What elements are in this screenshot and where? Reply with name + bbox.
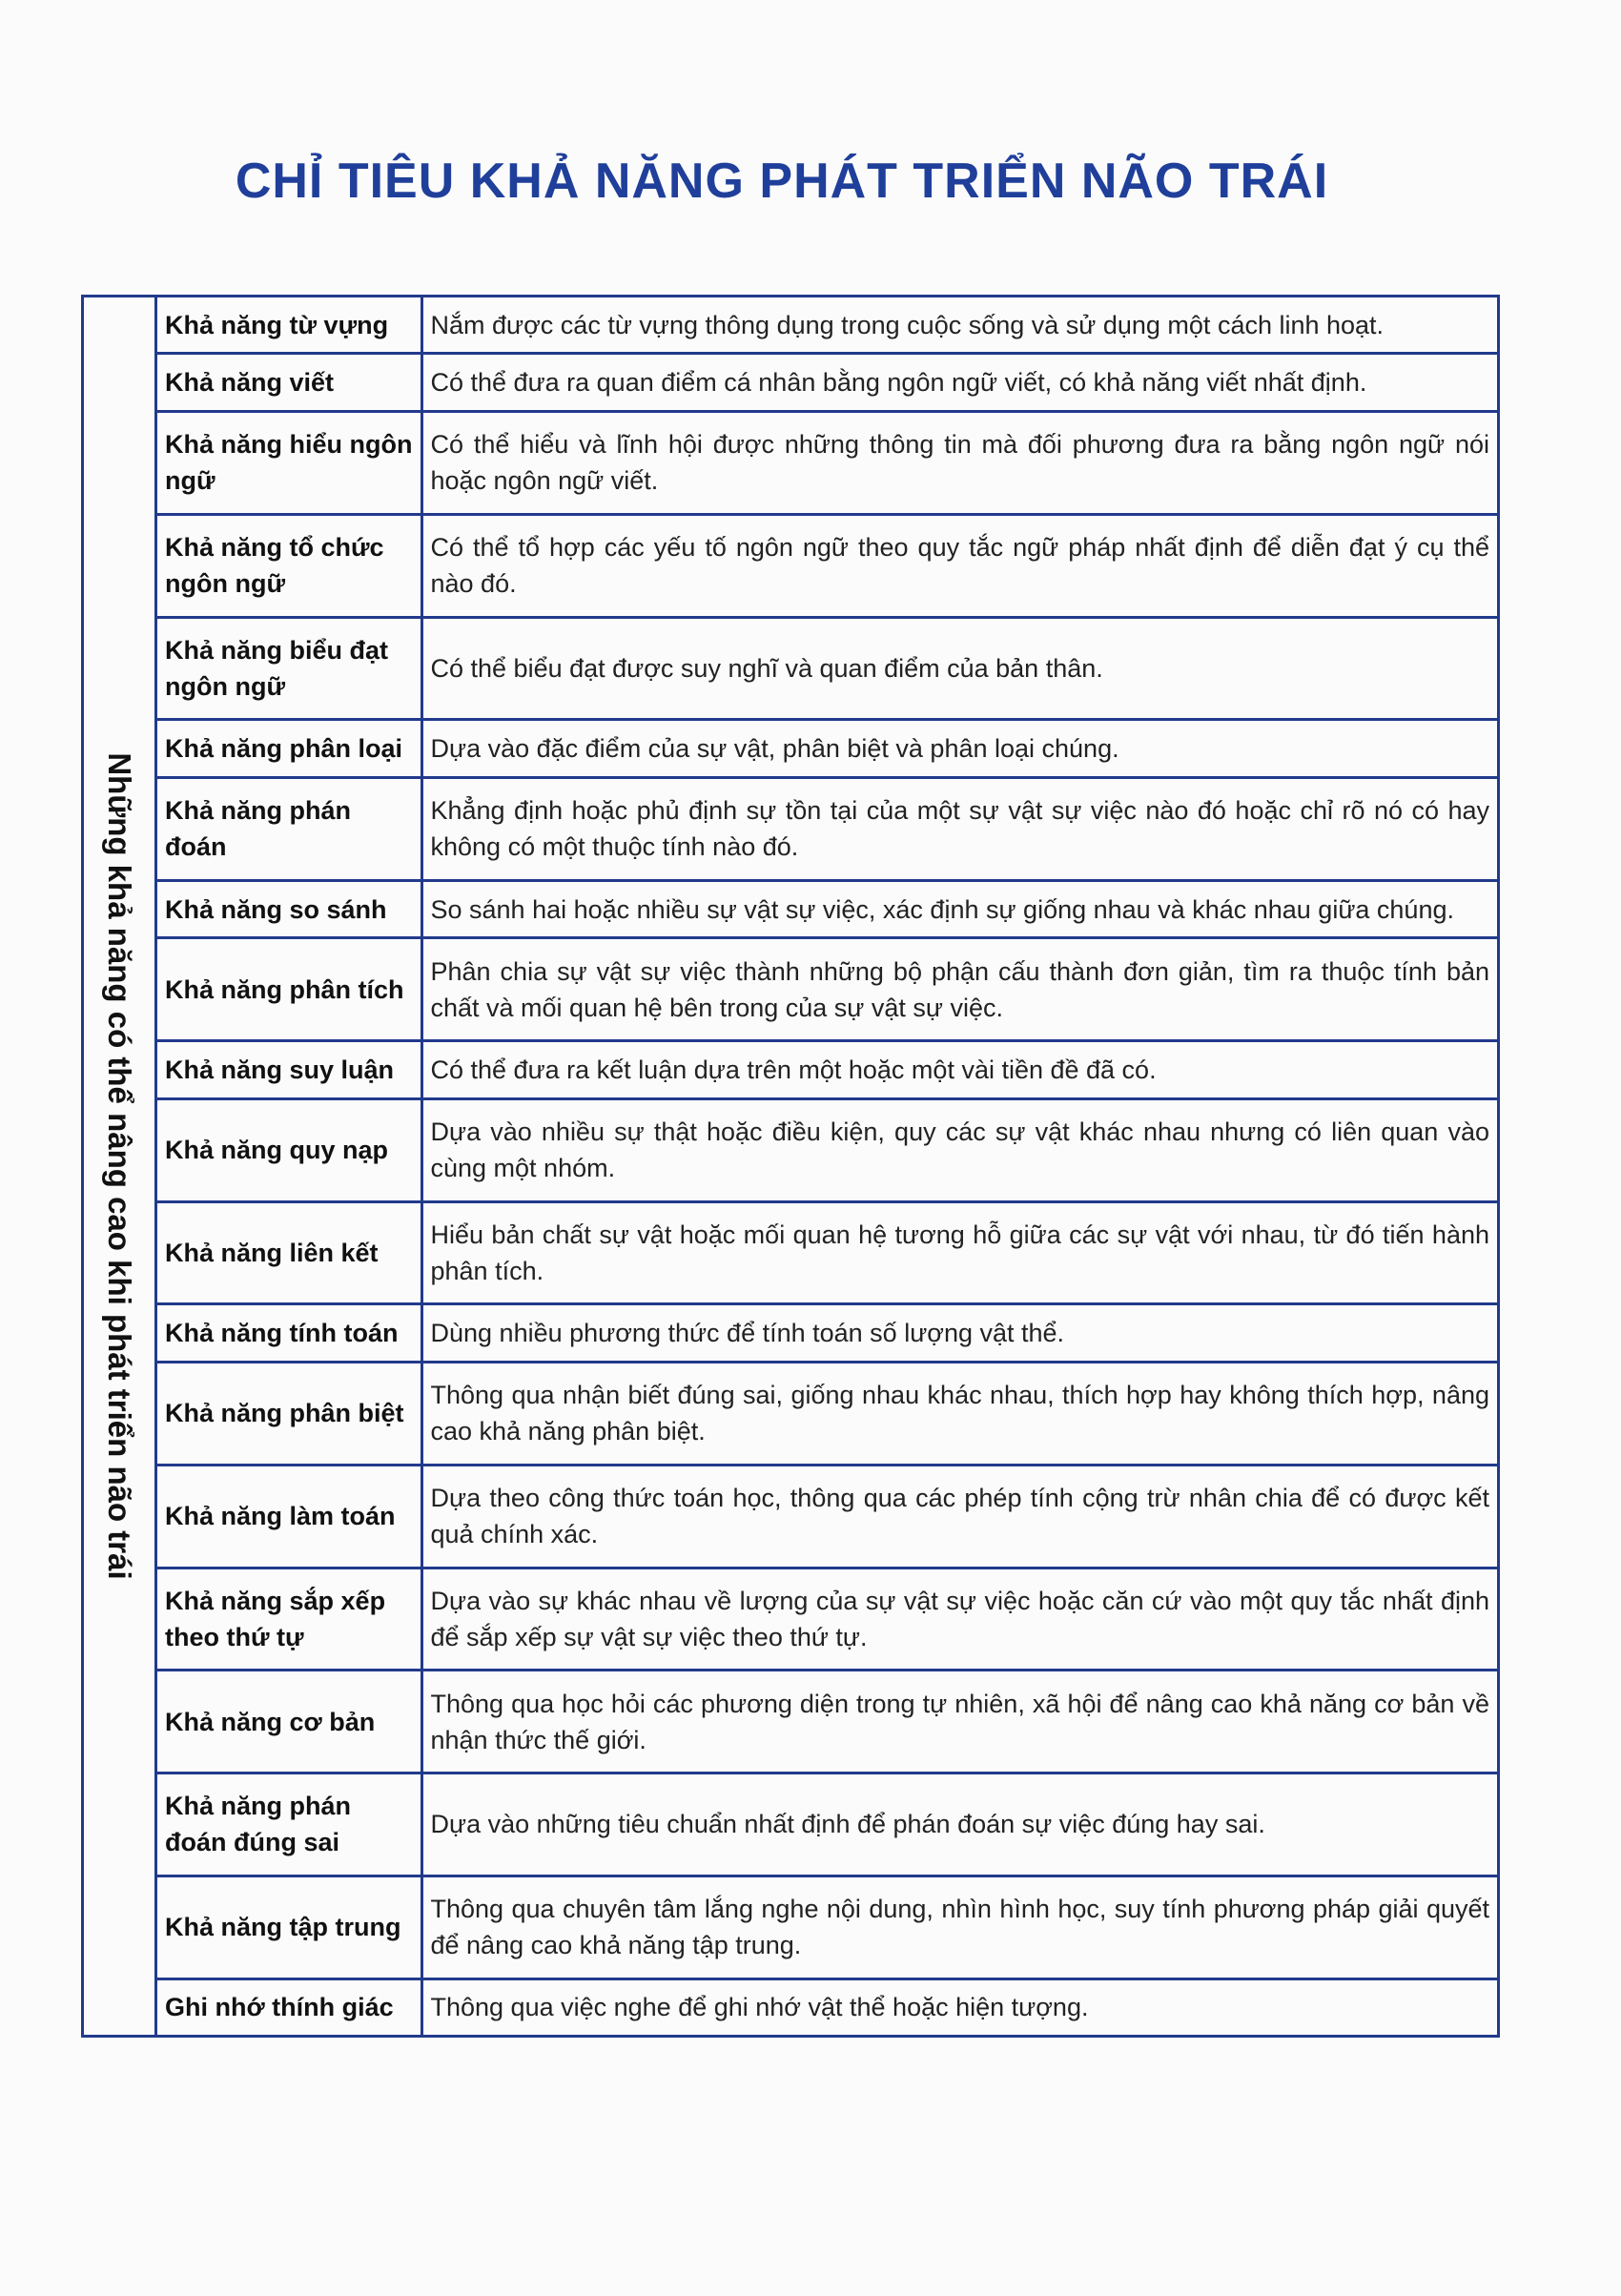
skill-description: Phân chia sự vật sự việc thành những bộ phận cấu thành đơn giản, tìm ra thuộc tính bản chất và mối quan hệ bên trong của sự vật sự việc. — [421, 938, 1497, 1041]
skill-name: Khả năng quy nạp — [157, 1098, 421, 1201]
table-row — [157, 1876, 1497, 1978]
ability-table-body — [157, 297, 1497, 2035]
table-row — [157, 777, 1497, 880]
skill-description: Dựa vào nhiều sự thật hoặc điều kiện, quy các sự vật khác nhau nhưng có liên quan vào cùng một nhóm. — [421, 1098, 1497, 1201]
skill-name: Khả năng tập trung — [157, 1876, 421, 1978]
skill-description: Có thể hiểu và lĩnh hội được những thông tin mà đối phương đưa ra bằng ngôn ngữ nói hoặc ngôn ngữ viết. — [421, 412, 1497, 515]
skill-description: Thông qua việc nghe để ghi nhớ vật thể hoặc hiện tượng. — [430, 1993, 1089, 2022]
table-row — [157, 1201, 1497, 1304]
table-row — [157, 617, 1497, 720]
skill-name: Khả năng phán đoán — [157, 777, 421, 880]
table-row — [157, 1041, 1497, 1099]
table-row — [157, 1363, 1497, 1466]
table-row — [157, 1978, 1497, 2035]
side-label-cell — [84, 297, 157, 2035]
skill-description: Dùng nhiều phương thức để tính toán số lượng vật thể. — [421, 1304, 1497, 1363]
table-row — [157, 297, 1497, 354]
skill-description: Thông qua học hỏi các phương diện trong tự nhiên, xã hội để nâng cao khả năng cơ bản về nhận thức thế giới. — [421, 1671, 1497, 1773]
skill-description: Dựa theo công thức toán học, thông qua các phép tính cộng trừ nhân chia để có được kết quả chính xác. — [421, 1465, 1497, 1568]
side-label: Những khả năng có thể nâng cao khi phát triển não trái — [102, 752, 137, 1580]
ability-table-frame — [81, 295, 1500, 2038]
skill-name: Khả năng sắp xếp theo thứ tự — [157, 1568, 421, 1671]
skill-name: Khả năng phân biệt — [157, 1363, 421, 1466]
skill-description: Hiểu bản chất sự vật hoặc mối quan hệ tương hỗ giữa các sự vật với nhau, từ đó tiến hành phân tích. — [421, 1201, 1497, 1304]
skill-name: Khả năng liên kết — [157, 1201, 421, 1304]
skill-name: Khả năng phân loại — [157, 720, 421, 778]
skill-description: Khẳng định hoặc phủ định sự tồn tại của một sự vật sự việc nào đó hoặc chỉ rõ nó có hay không có một thuộc tính nào đó. — [421, 777, 1497, 880]
table-row — [157, 1671, 1497, 1773]
skill-description: Có thể đưa ra kết luận dựa trên một hoặc một vài tiền đề đã có. — [421, 1041, 1497, 1099]
skill-description: Dựa vào những tiêu chuẩn nhất định để phán đoán sự việc đúng hay sai. — [421, 1773, 1497, 1876]
skill-name: Khả năng cơ bản — [157, 1671, 421, 1773]
skill-name: Khả năng phân tích — [157, 938, 421, 1041]
table-row — [157, 1773, 1497, 1876]
table-row — [157, 1098, 1497, 1201]
skill-description: Có thể đưa ra quan điểm cá nhân bằng ngôn ngữ viết, có khả năng viết nhất định. — [421, 354, 1497, 412]
table-row — [157, 412, 1497, 515]
table-row — [157, 720, 1497, 778]
skill-name: Khả năng làm toán — [157, 1465, 421, 1568]
table-row — [157, 880, 1497, 938]
table-row — [157, 1465, 1497, 1568]
skill-description: Thông qua chuyên tâm lắng nghe nội dung, nhìn hình học, suy tính phương pháp giải quyết để nâng cao khả năng tập trung. — [421, 1876, 1497, 1978]
skill-name: Khả năng hiểu ngôn ngữ — [157, 412, 421, 515]
skill-description: Có thể biểu đạt được suy nghĩ và quan điểm của bản thân. — [421, 617, 1497, 720]
skill-name: Khả năng phán đoán đúng sai — [157, 1773, 421, 1876]
skill-name: Khả năng so sánh — [157, 880, 421, 938]
skill-name: Khả năng suy luận — [157, 1041, 421, 1099]
skill-name: Khả năng biểu đạt ngôn ngữ — [157, 617, 421, 720]
skill-name: Ghi nhớ thính giác — [157, 1978, 421, 2035]
skill-name: Khả năng tính toán — [157, 1304, 421, 1363]
table-row — [157, 514, 1497, 617]
skill-name: Khả năng từ vựng — [157, 297, 421, 354]
skill-name: Khả năng tổ chức ngôn ngữ — [157, 514, 421, 617]
ability-table — [157, 297, 1497, 2035]
table-row — [157, 1304, 1497, 1363]
table-row — [157, 1568, 1497, 1671]
page-title: CHỈ TIÊU KHẢ NĂNG PHÁT TRIỂN NÃO TRÁI — [235, 154, 1329, 209]
skill-description: Có thể tổ hợp các yếu tố ngôn ngữ theo quy tắc ngữ pháp nhất định để diễn đạt ý cụ thể nào đó. — [421, 514, 1497, 617]
skill-description: Nắm được các từ vựng thông dụng trong cuộc sống và sử dụng một cách linh hoạt. — [421, 297, 1497, 354]
table-row — [157, 938, 1497, 1041]
skill-description: Dựa vào đặc điểm của sự vật, phân biệt và phân loại chúng. — [421, 720, 1497, 778]
skill-description: So sánh hai hoặc nhiều sự vật sự việc, xác định sự giống nhau và khác nhau giữa chúng. — [421, 880, 1497, 938]
table-row — [157, 354, 1497, 412]
skill-name: Khả năng viết — [157, 354, 421, 412]
skill-description: Dựa vào sự khác nhau về lượng của sự vật sự việc hoặc căn cứ vào một quy tắc nhất định để sắp xếp sự vật sự việc theo thứ tự. — [421, 1568, 1497, 1671]
skill-description: Thông qua nhận biết đúng sai, giống nhau khác nhau, thích hợp hay không thích hợp, nâng cao khả năng phân biệt. — [421, 1363, 1497, 1466]
